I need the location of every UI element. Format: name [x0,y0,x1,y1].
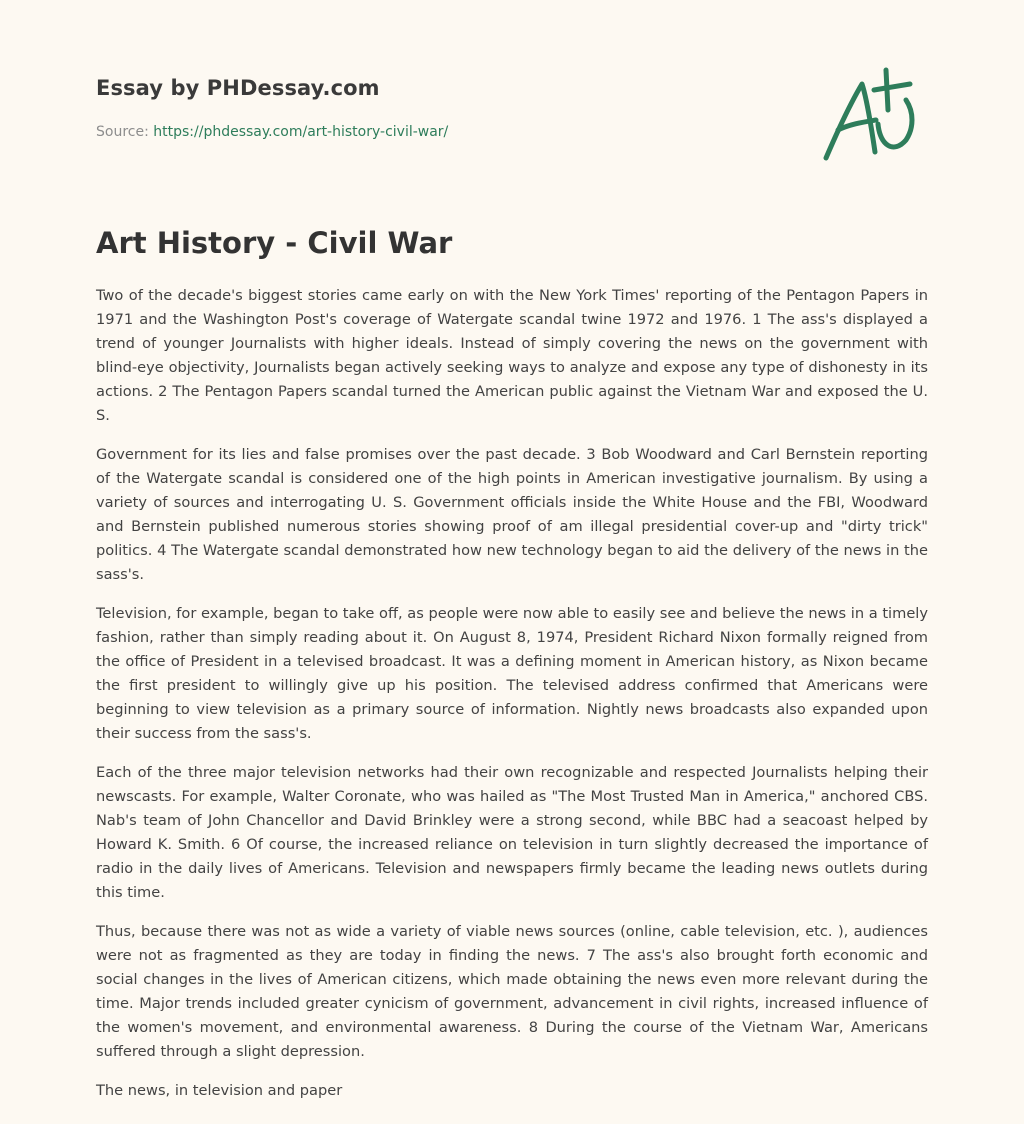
site-brand: Essay by PHDessay.com [96,76,380,100]
essay-paragraph: The news, in television and paper [96,1082,343,1099]
essay-paragraph: Each of the three major television networks had their own recognizable and respected Journalists helping their newscasts. For example, Walter Coronate, who was hailed as "The Most Trusted Man in America," anchored CBS. Nab's team of John Chancellor and David Brinkley were a strong second, while BBC had a seacoast helped by Howard K. Smith. 6 Of course, the increased reliance on television in turn slightly decreased the importance of radio in the daily lives of Americans. Television and newspapers firmly became the leading news outlets during this time. [96,764,928,901]
essay-body [96,284,928,1118]
a-plus-grade-icon [820,66,924,166]
essay-paragraph: Thus, because there was not as wide a variety of viable news sources (online, cable television, etc. ), audiences were not as fragmented as they are today in finding the news. 7 The ass's also brought forth economic and social changes in the lives of American citizens, which made obtaining the news even more relevant during the time. Major trends included greater cynicism of government, advancement in civil rights, increased influence of the women's movement, and environmental awareness. 8 During the course of the Vietnam War, Americans suffered through a slight depression. [96,923,928,1060]
source-link[interactable]: https://phdessay.com/art-history-civil-war/ [153,124,449,140]
source-line [96,124,448,140]
essay-paragraph: Government for its lies and false promises over the past decade. 3 Bob Woodward and Carl Bernstein reporting of the Watergate scandal is considered one of the high points in American investigative journalism. By using a variety of sources and interrogating U. S. Government officials inside the White House and the FBI, Woodward and Bernstein published numerous stories showing proof of am illegal presidential cover-up and "dirty trick" politics. 4 The Watergate scandal demonstrated how new technology began to aid the delivery of the news in the sass's. [96,446,928,583]
source-label: Source: [96,124,149,140]
essay-paragraph: Two of the decade's biggest stories came early on with the New York Times' reporting of the Pentagon Papers in 1971 and the Washington Post's coverage of Watergate scandal twine 1972 and 1976. 1 The ass's displayed a trend of younger Journalists with higher ideals. Instead of simply covering the news on the government with blind-eye objectivity, Journalists began actively seeking ways to analyze and expose any type of dishonesty in its actions. 2 The Pentagon Papers scandal turned the American public against the Vietnam War and exposed the U. S. [96,287,928,424]
essay-paragraph: Television, for example, began to take off, as people were now able to easily see and believe the news in a timely fashion, rather than simply reading about it. On August 8, 1974, President Richard Nixon formally reigned from the office of President in a televised broadcast. It was a defining moment in American history, as Nixon became the first president to willingly give up his position. The televised address confirmed that Americans were beginning to view television as a primary source of information. Nightly news broadcasts also expanded upon their success from the sass's. [96,605,928,742]
essay-title: Art History - Civil War [96,226,453,260]
